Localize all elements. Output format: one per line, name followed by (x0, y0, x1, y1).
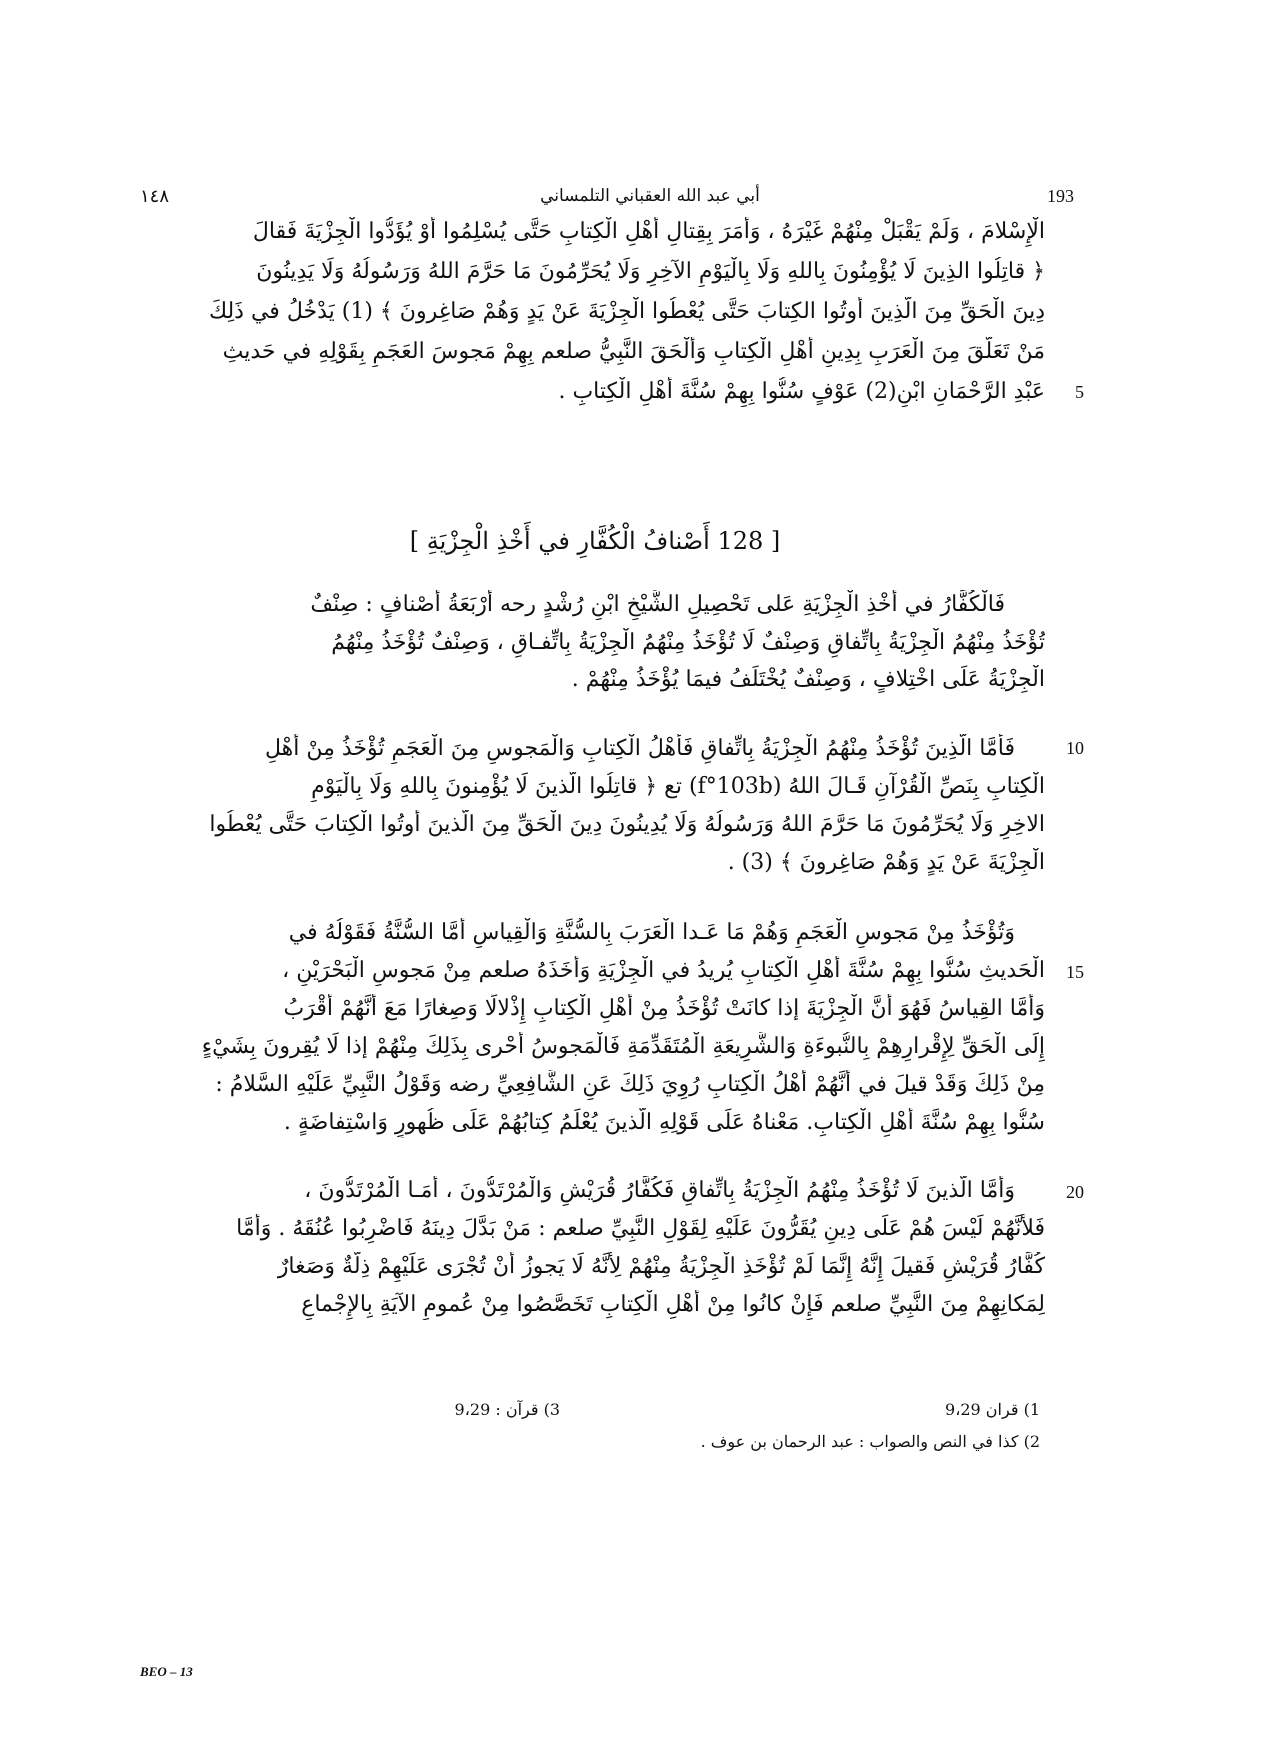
footnote-3: 3) قرآن : 9،29 (454, 1400, 560, 1419)
line-number: 5 (1075, 382, 1084, 402)
text-line: وَأَمَّا القِياسُ فَهُوَ أَنَّ الْجِزْيَةَ إذا كانَتْ تُؤْخَذُ مِنْ أَهْلِ الْكِتابِ إِذْلالًا وَصِغارًا مَعَ أَنَّهُمْ أَقْرَبُ (283, 996, 1045, 1021)
text-line: الْجِزْيَةَ عَنْ يَدٍ وَهُمْ صَاغِرونَ ﴾ (3) . (727, 850, 1045, 875)
line-number: 15 (1066, 962, 1084, 982)
text-line: وَأَمَّا الَّذينَ لَا تُؤْخَذُ مِنْهُمُ الْجِزْيَةُ بِاتِّفاقٍ فَكُفَّارُ قُرَيْشٍ وَالْمُرْتَدُّونَ ، أَمَـا الْمُرْتَدُّونَ ، (304, 1178, 1015, 1203)
text-line: إِلَى الْحَقِّ لِإِقْرارِهِمْ بِالنُّبوءَةِ وَالشَّرِيعَةِ الْمُتَقَدِّمَةِ فَالْمَجوسُ أَحْرى بِذَلِكَ مِنْهُمْ إذا لَا يُقِرونَ بِشَيْءٍ (201, 1034, 1045, 1059)
text-line: عَبْدِ الرَّحْمَانِ ابْنِ(2) عَوْفٍ سُنُّوا بِهِمْ سُنَّةَ أَهْلِ الْكِتابِ . (558, 379, 1045, 404)
section-heading: [ 128 أَصْنافُ الْكُفَّارِ في أَخْذِ الْجِزْيَةِ ] (409, 527, 781, 555)
text-line: ﴿ قاتِلُوا الذِينَ لَا يُؤْمِنُونَ بِاللهِ وَلَا بِالْيَوْمِ الآخِرِ وَلَا يُحَرِّمُونَ مَا حَرَّمَ اللهُ وَرَسُولُهُ وَلَا يَدِينُونَ (256, 259, 1045, 284)
text-line: الْكِتابِ بِنَصِّ الْقُرْآنِ قَـالَ اللهُ (f°103b) تع ﴿ قاتِلُوا الَّذينَ لَا يُؤْمِنونَ بِاللهِ وَلَا بِالْيَوْمِ (311, 774, 1045, 799)
text-line: كُفَّارُ قُرَيْشٍ فَقيلَ إِنَّهُ إِنَّمَا لَمْ تُؤْخَذِ الْجِزْيَةُ مِنْهُمْ لِأَنَّهُ لَا يَجوزُ أَنْ تُجْرَى عَلَيْهِمْ ذِلَّةٌ وَصَغارٌ (277, 1254, 1045, 1279)
text-line: الْإِسْلامَ ، وَلَمْ يَقْبَلْ مِنْهُمْ غَيْرَهُ ، وَأَمَرَ بِقِتالِ أَهْلِ الْكِتابِ حَتَّى يُسْلِمُوا أَوْ يُؤَدُّوا الْجِزْيَةَ فَقالَ (252, 219, 1045, 244)
running-title: أبي عبد الله العقباني التلمساني (540, 186, 760, 206)
text-line: سُنُّوا بِهِمْ سُنَّةَ أَهْلِ الْكِتابِ. مَعْناهُ عَلَى قَوْلِهِ الَّذينَ يُعْلَمُ كِتابُهُمْ عَلَى ظُهورٍ وَاسْتِفاضَةٍ . (283, 1110, 1045, 1135)
text-line: فَلأَنَّهُمْ لَيْسَ هُمْ عَلَى دِينٍ يُقَرُّونَ عَلَيْهِ لِقَوْلِ النَّبِيِّ صلعم : مَنْ بَدَّلَ دِينَهُ فَاضْرِبُوا عُنُقَهُ . وَأَمَّا (236, 1216, 1045, 1241)
text-line: الْجِزْيَةُ عَلَى اخْتِلافٍ ، وَصِنْفٌ يُخْتَلَفُ فيمَا يُؤْخَذُ مِنْهُمْ . (571, 667, 1045, 692)
text-line: فَأَمَّا الَّذِينَ تُؤْخَذُ مِنْهُمُ الْجِزْيَةُ بِاتِّفاقٍ فَأَهْلُ الْكِتابِ وَالْمَجوسِ مِنَ الْعَجَمِ تُؤْخَذُ مِنْ أَهْلِ (264, 736, 1015, 761)
text-line: فَالْكُفَّارُ في أَخْذِ الْجِزْيَةِ عَلى تَحْصِيلِ الشَّيْخِ ابْنِ رُشْدٍ رحه أَرْبَعَةُ أَصْنافٍ : صِنْفٌ (310, 592, 1005, 617)
line-number: 10 (1066, 738, 1084, 758)
text-line: مِنْ ذَلِكَ وَقَدْ قيلَ في أَنَّهُمْ أَهْلُ الْكِتابِ رُوِيَ ذَلِكَ عَنِ الشَّافِعِيِّ رضه وَقَوْلُ النَّبِيِّ عَلَيْهِ السَّلامُ : (215, 1072, 1045, 1097)
text-line: تُؤْخَذُ مِنْهُمُ الْجِزْيَةُ بِاتِّفاقٍ وَصِنْفٌ لَا تُؤْخَذُ مِنْهُمُ الْجِزْيَةُ بِاتِّفـاقٍ ، وَصِنْفٌ تُؤْخَذُ مِنْهُمُ (331, 630, 1045, 655)
text-line: وَتُؤْخَذُ مِنْ مَجوسِ الْعَجَمِ وَهُمْ مَا عَـدا الْعَرَبَ بِالسُّنَّةِ وَالْقِياسِ أَمَّا السُّنَّةُ فَقَوْلُهُ في (288, 920, 1015, 945)
page-number-latin: 193 (1047, 186, 1074, 206)
text-line: دِينَ الْحَقِّ مِنَ الَّذِينَ أُوتُوا الكِتابَ حَتَّى يُعْطُوا الْجِزْيَةَ عَنْ يَدٍ وَهُمْ صَاغِرونَ ﴾ (1) يَدْخُلُ في ذَلِكَ (208, 299, 1045, 324)
signature-mark: BEO – 13 (140, 1664, 193, 1679)
page-number-arabic: ١٤٨ (140, 186, 170, 207)
line-number: 20 (1066, 1182, 1084, 1202)
text-line: الاخِرِ وَلَا يُحَرِّمُونَ مَا حَرَّمَ اللهُ وَرَسُولُهُ وَلَا يُدِينُونَ دِينَ الْحَقِّ مِنَ الَّذينَ أُوتُوا الْكِتابَ حَتَّى يُعْطُوا (209, 812, 1045, 837)
text-line: لِمَكانِهِمْ مِنَ النَّبِيِّ صلعم فَإِنْ كانُوا مِنْ أَهْلِ الْكِتابِ تَخَصَّصُوا مِنْ عُمومِ الآيَةِ بِالإِجْماعِ (301, 1292, 1045, 1317)
footnote-2: 2) كذا في النص والصواب : عبد الرحمان بن عوف . (700, 1432, 1040, 1451)
text-line: مَنْ تَعَلَّقَ مِنَ الْعَرَبِ بِدِينِ أَهْلِ الْكِتابِ وَأَلْحَقَ النَّبِيُّ صلعم بِهِمْ مَجوسَ العَجَمِ بِقَوْلِهِ في حَديثِ (222, 339, 1045, 364)
footnote-1: 1) قران 9،29 (945, 1400, 1040, 1419)
text-line: الْحَديثِ سُنُّوا بِهِمْ سُنَّةَ أَهْلِ الْكِتابِ يُريدُ في الْجِزْيَةِ وَأَخَذَهُ صلعم مِنْ مَجوسِ الْبَحْرَيْنِ ، (282, 958, 1045, 983)
